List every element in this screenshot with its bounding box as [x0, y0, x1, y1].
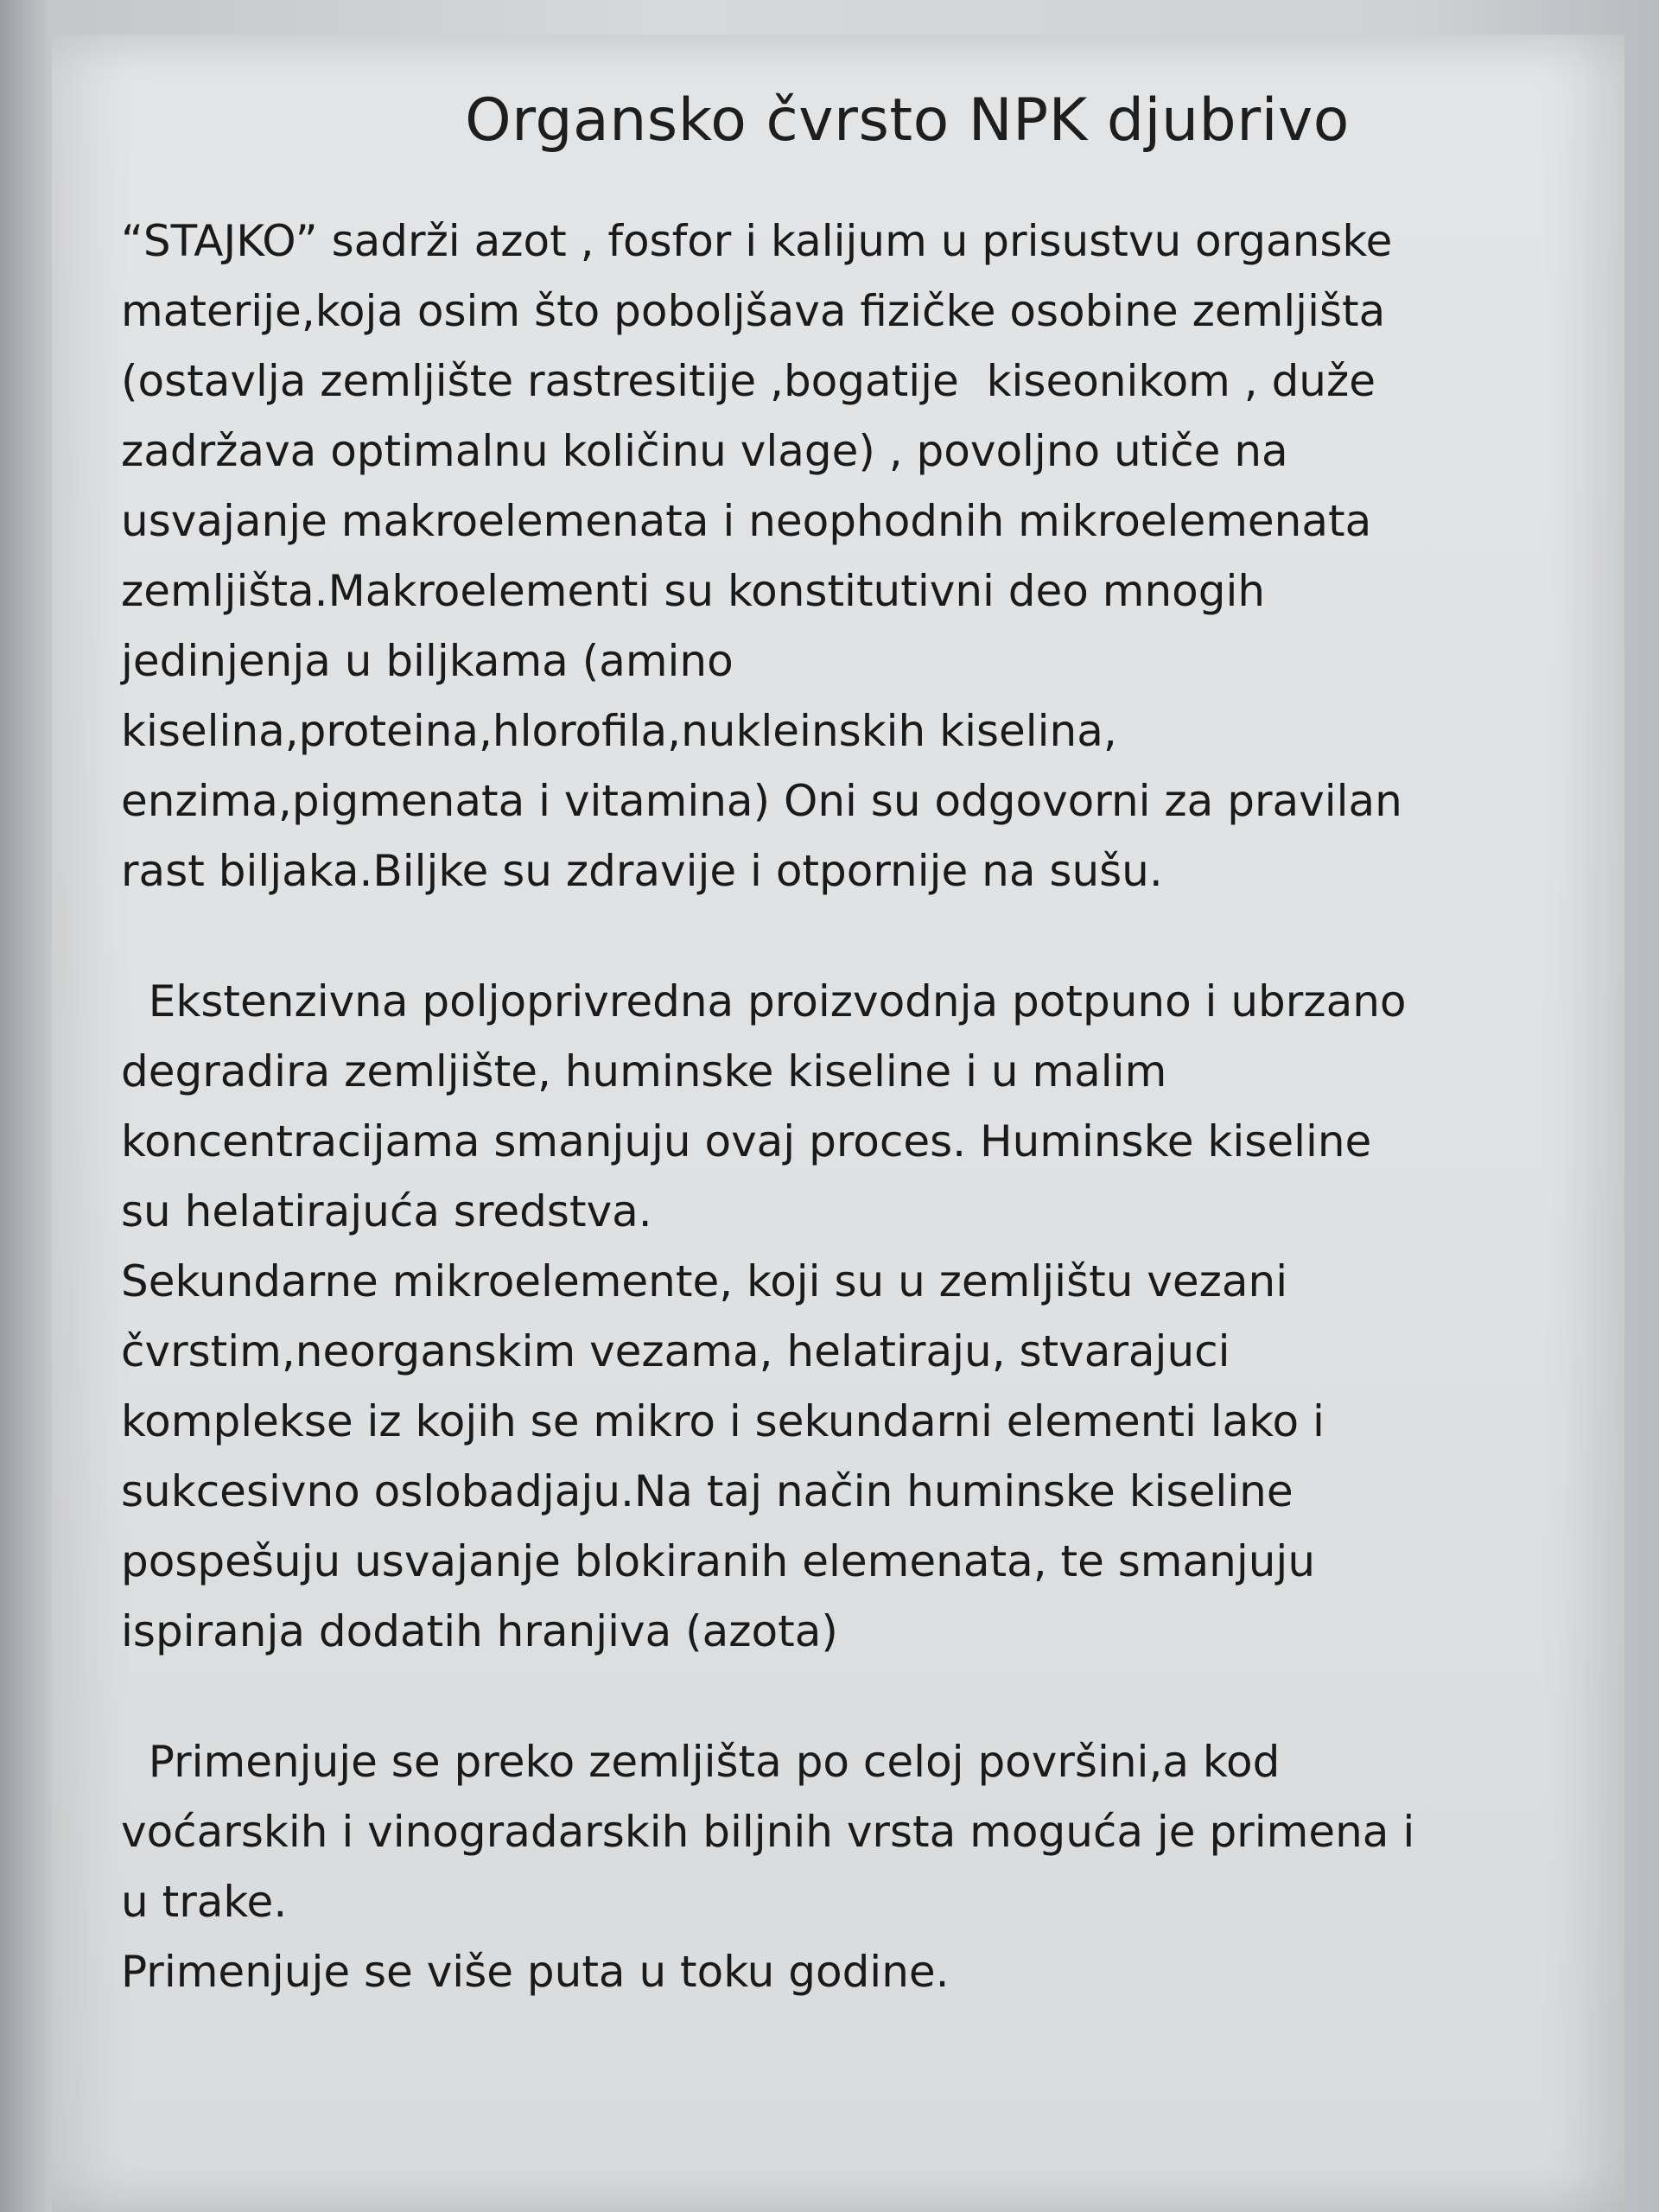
- paragraph-secondary-microelements: Sekundarne mikroelemente, koji su u zemljištu vezani čvrstim,neorganskim vezama, helatiraju, stvarajuci komplekse iz kojih se mikro i sekundarni elementi lako i sukcesivno oslobadjaju.Na taj način huminske kiseline pospešuju usvajanje blokiranih elemenata, te smanjuju ispiranja dodatih hranjiva (azota): [121, 1256, 1325, 1656]
- paragraph-intro: “STAJKO” sadrži azot , fosfor i kalijum u prisustvu organske materije,koja osim što poboljšava fizičke osobine zemljišta (ostavlja zemljište rastresitije ,bogatije kiseonikom , duže zadržava optimalnu količinu vlage) , povoljno utiče na usvajanje makroelemenata i neophodnih mikroelemenata zemljišta.Makroelementi su konstitutivni deo mnogih jedinjenja u biljkama (amino kiselina,proteina,hlorofila,nukleinskih kiselina, enzima,pigmenata i vitamina) Oni su odgovorni za pravilan rast biljaka.Biljke su zdravije i otpornije na sušu.: [121, 216, 1402, 896]
- paragraph-spacer: [121, 1667, 1590, 1727]
- paragraph-extensive-production: Ekstenzivna poljoprivredna proizvodnja potpuno i ubrzano degradira zemljište, huminske kiseline i u malim koncentracijama smanjuju ovaj proces. Huminske kiseline su helatirajuća sredstva.: [121, 976, 1407, 1236]
- paragraph-frequency: Primenjuje se više puta u toku godine.: [121, 1947, 950, 1997]
- paragraph-spacer: [121, 906, 1590, 967]
- page-content: [121, 86, 1590, 2007]
- printed-page: [52, 35, 1624, 2212]
- document-title: Organsko čvrsto NPK djubrivo: [465, 86, 1350, 155]
- paragraph-application: Primenjuje se preko zemljišta po celoj površini,a kod voćarskih i vinogradarskih biljnih vrsta moguća je primena i u trake.: [121, 1737, 1415, 1927]
